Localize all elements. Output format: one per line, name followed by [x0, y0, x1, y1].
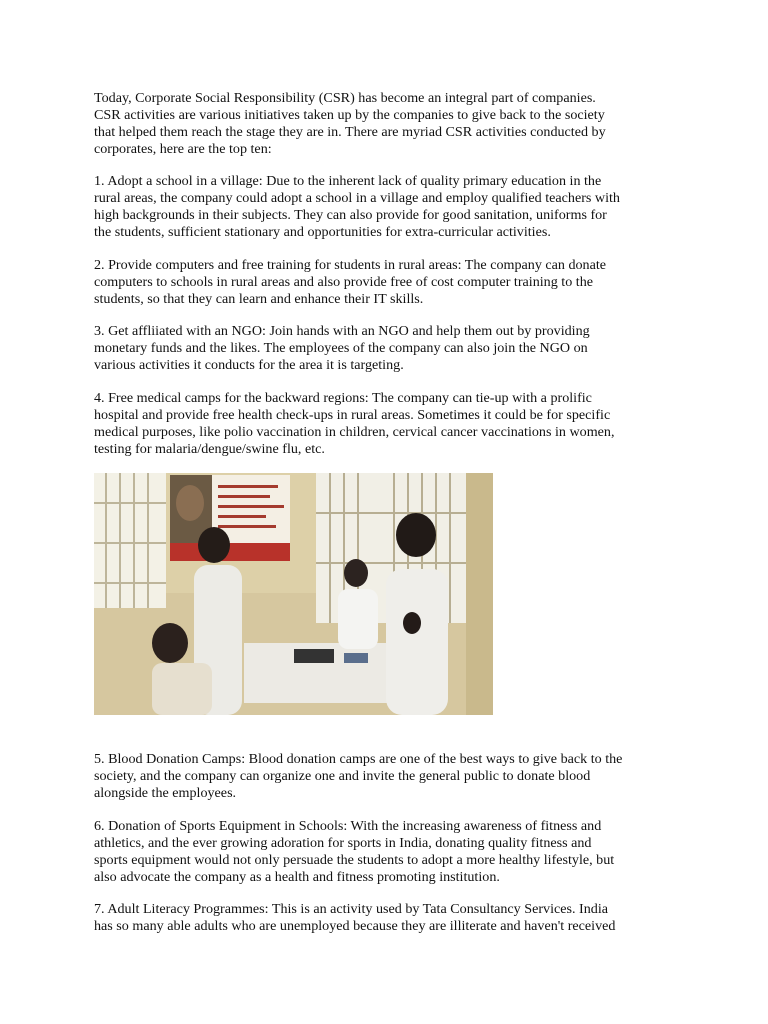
item-2-computers-training: 2. Provide computers and free training for students in rural areas: The company can donate computers to schools in rural areas and also provide free of cost computer training to the students, so that they can learn and enhance their IT skills. [94, 257, 607, 307]
item-1-adopt-school: 1. Adopt a school in a village: Due to the inherent lack of quality primary education in the rural areas, the company could adopt a school in a village and employ qualified teachers with high backgrounds in their subjects. They can also provide for good sanitation, uniforms for the students, sufficient stationary and opportunities for extra-curricular activities. [94, 173, 620, 240]
item-6-sports-equipment: 6. Donation of Sports Equipment in Schools: With the increasing awareness of fitness and athletics, and the ever growing adoration for sports in India, donating quality fitness and sports equipment would not only persuade the students to adopt a more healthy lifestyle, but also advocate the company as a health and fitness promoting institution. [94, 818, 615, 885]
item-7-adult-literacy: 7. Adult Literacy Programmes: This is an activity used by Tata Consultancy Services. India has so many able adults who are unemployed because they are illiterate and haven't received [94, 901, 616, 934]
item-4-medical-camps: 4. Free medical camps for the backward regions: The company can tie-up with a prolific hospital and provide free health check-ups in rural areas. Sometimes it could be for specific medical purposes, like polio vaccination in children, cervical cancer vaccinations in women, testing for malaria/dengue/swine flu, etc. [94, 390, 615, 457]
intro-paragraph: Today, Corporate Social Responsibility (CSR) has become an integral part of companies. CSR activities are various initiatives taken up by the companies to give back to the society that helped them reach the stage they are in. There are myriad CSR activities conducted by corporates, here are the top ten: [94, 90, 606, 157]
item-3-ngo: 3. Get affliiated with an NGO: Join hands with an NGO and help them out by providing monetary funds and the likes. The employees of the company can also join the NGO on various activities it conducts for the area it is targeting. [94, 323, 590, 373]
item-5-blood-donation: 5. Blood Donation Camps: Blood donation camps are one of the best ways to give back to the society, and the company can organize one and invite the general public to donate blood alongside the employees. [94, 751, 623, 801]
medical-camp-photo [94, 473, 493, 715]
